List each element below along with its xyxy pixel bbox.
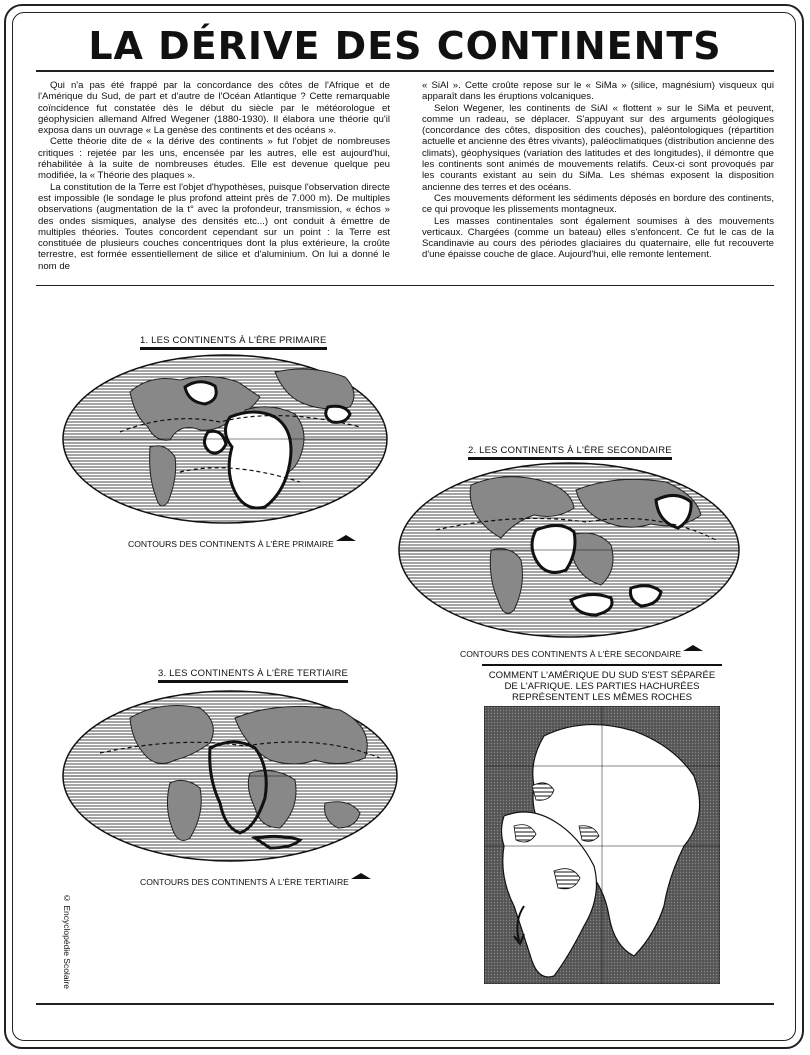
legend-triangle-icon [336,535,356,541]
map3-tertiaire [60,688,400,864]
paragraph: « SiAl ». Cette croûte repose sur le « SiMa » (silice, magnésium) visqueux qui apparaît dans les éruptions volcaniques. [422,80,774,103]
section-divider [36,285,774,286]
inset-map-south-america-africa [484,706,720,984]
legend-triangle-icon [683,645,703,651]
map1-primaire [60,352,390,527]
legend-triangle-icon [351,873,371,879]
map2-legend-text: CONTOURS DES CONTINENTS À L'ÈRE SECONDAIRE [460,649,682,659]
text-column-left [38,80,390,272]
map2-secondaire [396,460,742,640]
map1-legend-text: CONTOURS DES CONTINENTS À L'ÈRE PRIMAIRE [128,539,334,549]
map2-caption: 2. LES CONTINENTS À L'ÈRE SECONDAIRE [468,445,672,460]
title-rule [36,70,774,72]
map2-legend [460,645,703,659]
inset-rule [482,664,722,666]
paragraph: Les masses continentales sont également soumises à des mouvements verticaux. Chargées (comme un bateau) elles s'enfoncent. Ce fut le cas de la Scandinavie au cours des périodes glaciaires du quaternaire, elle fut recouverte d'une épaisse couche de glace. Aujourd'hui, elle remonte lentement. [422,215,774,261]
bottom-rule [36,1003,774,1005]
paragraph: La constitution de la Terre est l'objet d'hypothèses, puisque l'observation directe est impossible (le sondage le plus profond atteint près de 7.000 m). De multiples observations (augmentation de la t° avec la profondeur, transmission, « échos » des ondes sismiques, analyse des densités etc...) ont conduit à émettre de multiples théories. Toutes concordent cependant sur un point : la Terre est constituée de plusieurs couches concentriques dont la plus extérieure, la croûte terrestre, est formée essentiellement de silice et d'aluminium. On lui a donné le nom de [38,181,390,272]
paragraph: Qui n'a pas été frappé par la concordance des côtes de l'Afrique et de l'Amérique du Sud, de part et d'autre de l'Océan Atlantique ? Cette remarquable coïncidence fut constatée dès le début du siècle par le météorologue et géophysicien allemand Alfred Wegener (1880-1930). Il élabora une théorie qu'il exposa dans un ouvrage « La genèse des continents et des océans ». [38,80,390,137]
paragraph: Ces mouvements déforment les sédiments déposés en bordure des continents, ce qui provoque les plissements montagneux. [422,192,774,216]
map1-legend [128,535,356,549]
map1-caption: 1. LES CONTINENTS À L'ÈRE PRIMAIRE [140,335,327,350]
page-title: LA DÉRIVE DES CONTINENTS [88,24,722,68]
paragraph: Selon Wegener, les continents de SiAl « flottent » sur le SiMa et peuvent, comme un radeau, se déplacer. S'appuyant sur des arguments géologiques (concordance des côtes, disposition des couches), paléontologiques (répartition actuelle et ancienne des êtres vivants), paléoclimatiques (distribution ancienne des climats), géophysiques (variation des latitudes et des longitudes), il démontre que les continents sont animés de mouvements relatifs. Ceux-ci sont provoqués par les courants existant au sein du SiMa. Les shémas exposent la disposition ancienne des terres et des océans. [422,102,774,193]
copyright-notice: © Encyclopédie Scolaire [62,893,72,989]
map3-legend-text: CONTOURS DES CONTINENTS À L'ÈRE TERTIAIRE [140,877,349,887]
inset-caption: COMMENT L'AMÉRIQUE DU SUD S'EST SÉPARÉE DE L'AFRIQUE. LES PARTIES HACHURÉES REPRÉSENTENT LES MÊMES ROCHES [488,670,716,703]
text-column-right [422,80,774,261]
map3-caption: 3. LES CONTINENTS À L'ÈRE TERTIAIRE [158,668,348,683]
map3-legend [140,873,371,887]
paragraph: Cette théorie dite de « la dérive des continents » fut l'objet de nombreuses critiques : rejetée par les uns, encensée par les autres, elle est aujourd'hui, réhabilitée à la suite de nombreuses études. Elle est devenue quelque peu modifiée, la « Théorie des plaques ». [38,136,390,182]
